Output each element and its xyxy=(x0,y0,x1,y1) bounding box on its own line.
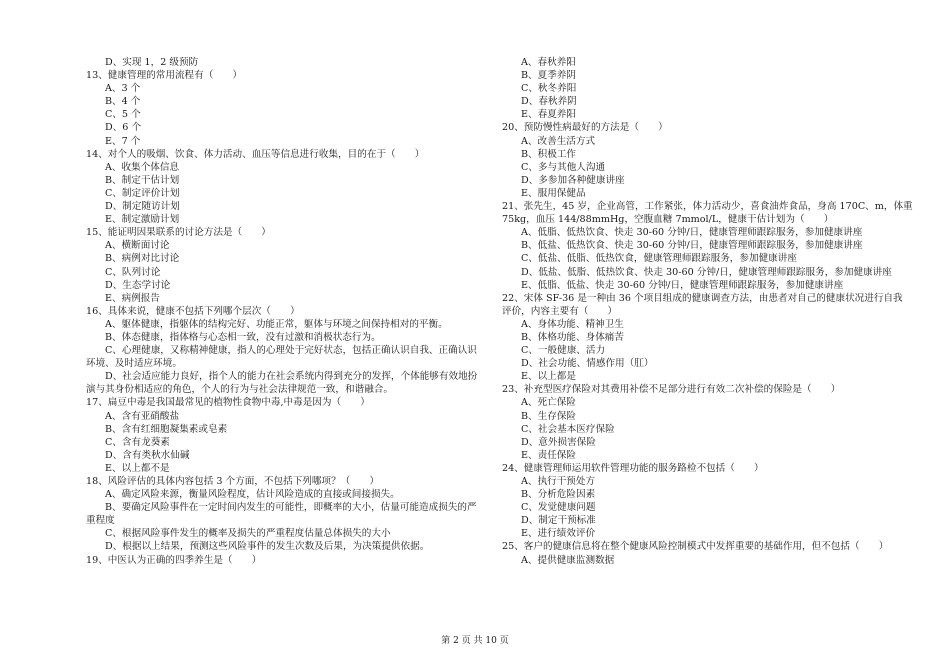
answer-option: C、队列讨论 xyxy=(105,266,161,278)
answer-option: B、积极工作 xyxy=(521,148,577,160)
answer-option: A、执行干预处方 xyxy=(521,476,596,487)
answer-option: C、制定评价计划 xyxy=(105,187,180,199)
answer-option: C、5 个 xyxy=(105,109,141,121)
answer-option: D、低盐、低脂、低热饮食、快走 30-60 分钟/日，健康管理师跟踪服务，参加健康讲座 xyxy=(521,266,892,278)
answer-option: C、含有龙葵素 xyxy=(105,436,170,448)
answer-option: B、要确定风险事件在一定时间内发生的可能性，即概率的大小，估量可能造成损失的严 xyxy=(105,502,477,514)
page-footer: 第 2 页 共 10 页 xyxy=(441,636,509,646)
answer-option: E、7 个 xyxy=(105,135,141,147)
answer-option: E、春夏养阳 xyxy=(521,109,576,121)
answer-option: A、3 个 xyxy=(105,83,141,95)
answer-option: D、生态学讨论 xyxy=(105,279,171,291)
answer-option: D、意外损害保险 xyxy=(521,436,596,448)
question-stem: 14、对个人的吸烟、饮食、体力活动、血压等信息进行收集，目的在于（ ） xyxy=(86,148,425,160)
answer-option: A、含有亚硝酸盐 xyxy=(105,410,180,422)
answer-option: E、服用保健品 xyxy=(521,187,586,199)
answer-option: D、实现 1，2 级预防 xyxy=(105,57,199,68)
answer-option: B、低盐、低热饮食、快走 30-60 分钟/日，健康管理师跟踪服务，参加健康讲座 xyxy=(521,240,863,252)
answer-option: B、含有红细胞凝集素或皂素 xyxy=(105,423,228,435)
answer-option: D、制定干预标准 xyxy=(521,515,596,527)
answer-option: A、身体功能、精神卫生 xyxy=(521,318,624,330)
question-stem: 20、预防慢性病最好的方法是（ ） xyxy=(502,122,668,134)
question-stem: 19、中医认为正确的四季养生是（ ） xyxy=(86,554,262,566)
text-continuation: 75kg，血压 144/88mmHg，空腹血糖 7mmol/L，健康干估计划为（ ） xyxy=(502,214,834,226)
answer-option: B、分析危险因素 xyxy=(521,489,596,501)
answer-option: C、社会基本医疗保险 xyxy=(521,423,615,435)
question-stem: 13、健康管理的常用流程有（ ） xyxy=(86,70,243,82)
answer-option: A、低脂、低热饮食、快走 30-60 分钟/日，健康管理师跟踪服务，参加健康讲座 xyxy=(521,227,863,239)
answer-option: A、改善生活方式 xyxy=(521,135,596,147)
text-continuation: 环境、及时适应环境。 xyxy=(86,358,182,370)
answer-option: C、秋冬养阳 xyxy=(521,83,577,95)
right-column xyxy=(502,56,913,567)
answer-option: E、以上都不是 xyxy=(105,462,170,474)
answer-option: A、收集个体信息 xyxy=(105,161,180,173)
answer-option: B、体格功能、身体痛苦 xyxy=(521,331,624,343)
question-stem: 18、风险评估的具体内容包括 3 个方面，不包括下列哪项？（ ） xyxy=(86,476,380,487)
answer-option: A、躯体健康，指躯体的结构完好、功能正常，躯体与环境之间保持相对的平衡。 xyxy=(105,318,448,330)
question-stem: 24、健康管理师运用软件管理功能的服务路检不包括（ ） xyxy=(502,462,764,474)
answer-option: B、病例对比讨论 xyxy=(105,253,180,265)
answer-option: C、一般健康、活力 xyxy=(521,345,606,357)
answer-option: D、6 个 xyxy=(105,122,142,134)
answer-option: E、以上都是 xyxy=(521,371,576,383)
answer-option: E、病例报告 xyxy=(105,292,160,304)
answer-option: A、提供健康监测数据 xyxy=(521,554,615,566)
question-stem: 15、能证明因果联系的讨论方法是（ ） xyxy=(86,227,271,239)
answer-option: D、社会适应能力良好，指个人的能力在社会系统内得到充分的发挥，个体能够有效地扮 xyxy=(105,371,478,383)
text-continuation: 重程度 xyxy=(86,515,115,527)
answer-option: A、横断面讨论 xyxy=(105,240,170,252)
answer-option: D、社会功能、情感作用（肛） xyxy=(521,358,654,370)
answer-option: E、进行绩效评价 xyxy=(521,528,596,540)
answer-option: A、死亡保险 xyxy=(521,397,576,409)
answer-option: C、心理健康，又称精神健康，指人的心理处于完好状态，包括正确认识自我、正确认识 xyxy=(105,345,477,357)
answer-option: D、含有类秋水仙碱 xyxy=(105,449,190,461)
answer-option: C、发觉健康问题 xyxy=(521,502,596,514)
answer-option: B、生存保险 xyxy=(521,410,577,422)
answer-option: E、制定激励计划 xyxy=(105,214,180,226)
answer-option: B、夏季养阴 xyxy=(521,70,577,82)
left-column xyxy=(86,56,496,567)
answer-option: D、根据以上结果，预测这些风险事件的发生次数及后果，为决策提供依据。 xyxy=(105,541,430,553)
answer-option: B、体态健康，指体格与心态相一致，没有过激和消极状态行为。 xyxy=(105,331,381,343)
answer-option: D、多参加各种健康讲座 xyxy=(521,174,625,186)
answer-option: C、根据风险事件发生的概率及损失的严重程度估量总体损失的大小 xyxy=(105,528,391,540)
answer-option: D、春秋养阴 xyxy=(521,96,577,108)
text-continuation: 演与其身份相适应的角色，个人的行为与社会法律规范一致，和谐融合。 xyxy=(86,384,393,396)
text-continuation: 评价，内容主要有（ ） xyxy=(502,305,618,317)
question-stem: 17、扁豆中毒是我国最常见的植物性食物中毒,中毒是因为（ ） xyxy=(86,397,370,409)
answer-option: A、确定风险来源，衡量风险程度，估计风险造成的直接或间接损失。 xyxy=(105,489,400,501)
answer-option: D、制定随访计划 xyxy=(105,201,180,213)
answer-option: B、4 个 xyxy=(105,96,141,108)
question-stem: 16、具体来说，健康不包括下列哪个层次（ ） xyxy=(86,305,300,317)
question-stem: 21、张先生，45 岁，企业高管，工作紧张，体力活动少，喜食油炸食品，身高 170C、m，体重 xyxy=(502,201,913,213)
answer-option: E、责任保险 xyxy=(521,449,576,461)
question-stem: 22、宋体 SF-36 是一种由 36 个项目组成的健康调查方法，由患者对自己的健康状况进行自我 xyxy=(502,292,903,304)
answer-option: E、低脂、低盐、快走 30-60 分钟/日，健康管理师跟踪服务，参加健康讲座 xyxy=(521,279,844,291)
answer-option: C、多与其他人沟通 xyxy=(521,161,606,173)
answer-option: C、低盐、低脂、低热饮食，健康管理师跟踪服务，参加健康讲座 xyxy=(521,253,797,265)
answer-option: A、春秋养阳 xyxy=(521,57,576,68)
question-stem: 25、客户的健康信息将在整个健康风险控制模式中发挥重要的基础作用，但不包括（ ） xyxy=(502,541,889,553)
question-stem: 23、补充型医疗保险对其费用补偿不足部分进行有效二次补偿的保险是（ ） xyxy=(502,384,841,396)
answer-option: B、制定干估计划 xyxy=(105,174,180,186)
